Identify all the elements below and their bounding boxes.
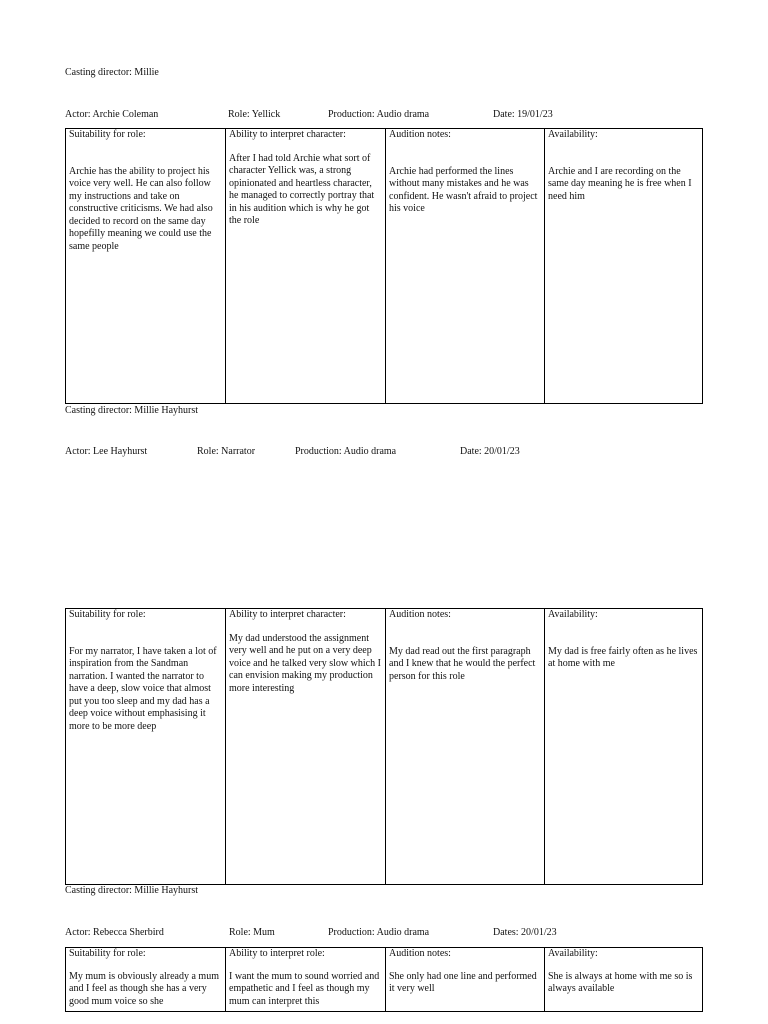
suitability-cell: [66, 129, 226, 403]
actor-3: Actor: Rebecca Sherbird: [65, 927, 164, 938]
role-3: Role: Mum: [229, 927, 275, 938]
cell-body: Archie had performed the lines without many mistakes and he was confident. He wasn't afraid to project his voice: [389, 165, 538, 214]
actor-1: Actor: Archie Coleman: [65, 109, 159, 120]
cell-body: My dad is free fairly often as he lives at home with me: [548, 645, 698, 669]
cell-header: Audition notes:: [389, 948, 451, 959]
casting-table-2: [65, 608, 703, 885]
suitability-cell: [66, 948, 226, 1011]
production-3: Production: Audio drama: [328, 927, 430, 938]
cell-header: Audition notes:: [389, 609, 451, 620]
cell-header: Ability to interpret character:: [229, 609, 346, 620]
cell-body: My mum is obviously already a mum and I feel as though she has a very good mum voice so she: [69, 970, 219, 1007]
casting-director-1: Casting director: Millie: [65, 67, 159, 78]
audition-notes-cell: [386, 609, 545, 884]
date-2: Date: 20/01/23: [460, 446, 520, 457]
casting-director-2: Casting director: Millie Hayhurst: [65, 405, 199, 416]
production-1: Production: Audio drama: [328, 109, 430, 120]
role-1: Role: Yellick: [228, 109, 281, 120]
cell-header: Ability to interpret character:: [229, 129, 346, 140]
cell-header: Availability:: [548, 948, 598, 959]
cell-header: Suitability for role:: [69, 948, 146, 959]
cell-body: I want the mum to sound worried and empathetic and I feel as though my mum can interpret this: [229, 970, 380, 1007]
cell-header: Suitability for role:: [69, 609, 146, 620]
interpret-cell: [226, 609, 386, 884]
casting-table-3: [65, 947, 703, 1012]
casting-table-1: [65, 128, 703, 404]
casting-director-3: Casting director: Millie Hayhurst: [65, 885, 199, 896]
availability-cell: [545, 609, 702, 884]
cell-body: For my narrator, I have taken a lot of inspiration from the Sandman narration. I wanted the narrator to have a deep, slow voice that almost put you too sleep and my dad has a deep voice without emphasising it more to be more deep: [69, 645, 217, 732]
role-2: Role: Narrator: [197, 446, 256, 457]
date-1: Date: 19/01/23: [493, 109, 553, 120]
audition-notes-cell: [386, 129, 545, 403]
cell-body: Archie and I are recording on the same day meaning he is free when I need him: [548, 165, 692, 202]
cell-body: Archie has the ability to project his voice very well. He can also follow my instructions and take on constructive criticisms. We had also decided to record on the same day hopefilly meaning we could use the same people: [69, 165, 213, 252]
cell-header: Availability:: [548, 129, 598, 140]
suitability-cell: [66, 609, 226, 884]
cell-body: My dad read out the first paragraph and I knew that he would the perfect person for this role: [389, 645, 536, 682]
cell-header: Ability to interpret role:: [229, 948, 325, 959]
availability-cell: [545, 948, 702, 1011]
cell-header: Suitability for role:: [69, 129, 146, 140]
cell-header: Audition notes:: [389, 129, 451, 140]
interpret-cell: [226, 129, 386, 403]
cell-body: My dad understood the assignment very well and he put on a very deep voice and he talked very slow which I can envision making my production more interesting: [229, 632, 381, 694]
production-2: Production: Audio drama: [295, 446, 397, 457]
audition-notes-cell: [386, 948, 545, 1011]
interpret-cell: [226, 948, 386, 1011]
actor-2: Actor: Lee Hayhurst: [65, 446, 148, 457]
cell-body: She only had one line and performed it very well: [389, 970, 537, 994]
availability-cell: [545, 129, 702, 403]
date-3: Dates: 20/01/23: [493, 927, 557, 938]
cell-header: Availability:: [548, 609, 598, 620]
cell-body: She is always at home with me so is always available: [548, 970, 693, 994]
cell-body: After I had told Archie what sort of character Yellick was, a strong opinionated and heartless character, he managed to correctly portray that in his audition which is why he got the role: [229, 152, 375, 226]
